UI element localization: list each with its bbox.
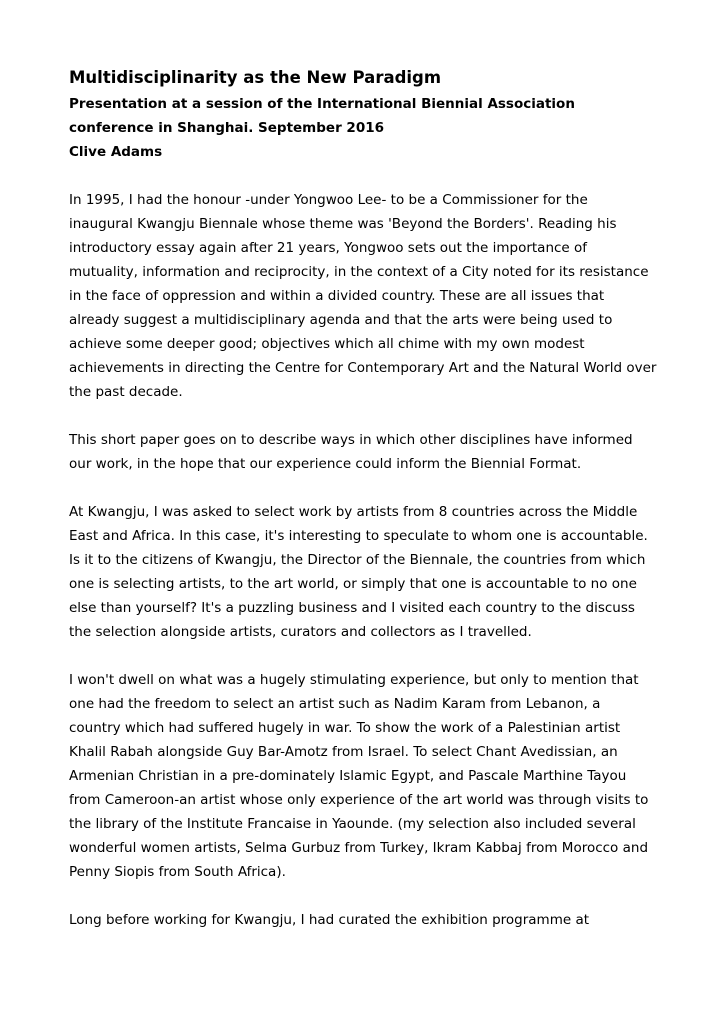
document-author: Clive Adams (69, 144, 163, 160)
body-paragraph (69, 500, 659, 644)
subtitle-line: conference in Shanghai. September 2016 (69, 120, 385, 136)
paragraph-line: one had the freedom to select an artist such as Nadim Karam from Lebanon, a (69, 696, 601, 712)
paragraph-line: Penny Siopis from South Africa). (69, 864, 286, 880)
paragraph-line: our work, in the hope that our experience could inform the Biennial Format. (69, 456, 582, 472)
paragraph-line: Is it to the citizens of Kwangju, the Director of the Biennale, the countries from which (69, 552, 646, 568)
paragraph-line: At Kwangju, I was asked to select work by artists from 8 countries across the Middle (69, 504, 638, 520)
paragraph-line: mutuality, information and reciprocity, in the context of a City noted for its resistance (69, 264, 649, 280)
paragraph-line: Armenian Christian in a pre-dominately Islamic Egypt, and Pascale Marthine Tayou (69, 768, 627, 784)
paragraph-line: Khalil Rabah alongside Guy Bar-Amotz from Israel. To select Chant Avedissian, an (69, 744, 618, 760)
paragraph-line: East and Africa. In this case, it's interesting to speculate to whom one is accountable. (69, 528, 648, 544)
paragraph-line: This short paper goes on to describe ways in which other disciplines have informed (69, 432, 633, 448)
paragraph-line: the past decade. (69, 384, 183, 400)
subtitle-line: Presentation at a session of the International Biennial Association (69, 96, 575, 112)
paragraph-line: one is selecting artists, to the art world, or simply that one is accountable to no one (69, 576, 637, 592)
document-title: Multidisciplinarity as the New Paradigm (69, 68, 442, 87)
body-paragraph (69, 908, 659, 932)
paragraph-line: I won't dwell on what was a hugely stimulating experience, but only to mention that (69, 672, 639, 688)
document-body (69, 188, 659, 932)
paragraph-line: from Cameroon-an artist whose only experience of the art world was through visits to (69, 792, 649, 808)
body-paragraph (69, 428, 659, 476)
paragraph-line: wonderful women artists, Selma Gurbuz from Turkey, Ikram Kabbaj from Morocco and (69, 840, 649, 856)
paragraph-line: else than yourself? It's a puzzling business and I visited each country to the discuss (69, 600, 635, 616)
paragraph-line: In 1995, I had the honour -under Yongwoo Lee- to be a Commissioner for the (69, 192, 588, 208)
paragraph-line: the selection alongside artists, curators and collectors as I travelled. (69, 624, 532, 640)
paragraph-line: introductory essay again after 21 years, Yongwoo sets out the importance of (69, 240, 588, 256)
document-page (69, 66, 659, 932)
paragraph-line: country which had suffered hugely in war. To show the work of a Palestinian artist (69, 720, 621, 736)
document-subtitle (69, 92, 659, 140)
body-paragraph (69, 668, 659, 884)
paragraph-line: achievements in directing the Centre for Contemporary Art and the Natural World over (69, 360, 657, 376)
paragraph-line: already suggest a multidisciplinary agenda and that the arts were being used to (69, 312, 613, 328)
paragraph-line: in the face of oppression and within a divided country. These are all issues that (69, 288, 605, 304)
paragraph-line: the library of the Institute Francaise in Yaounde. (my selection also included several (69, 816, 636, 832)
paragraph-line: inaugural Kwangju Biennale whose theme was 'Beyond the Borders'. Reading his (69, 216, 617, 232)
paragraph-line: Long before working for Kwangju, I had curated the exhibition programme at (69, 912, 590, 928)
paragraph-line: achieve some deeper good; objectives which all chime with my own modest (69, 336, 585, 352)
body-paragraph (69, 188, 659, 404)
